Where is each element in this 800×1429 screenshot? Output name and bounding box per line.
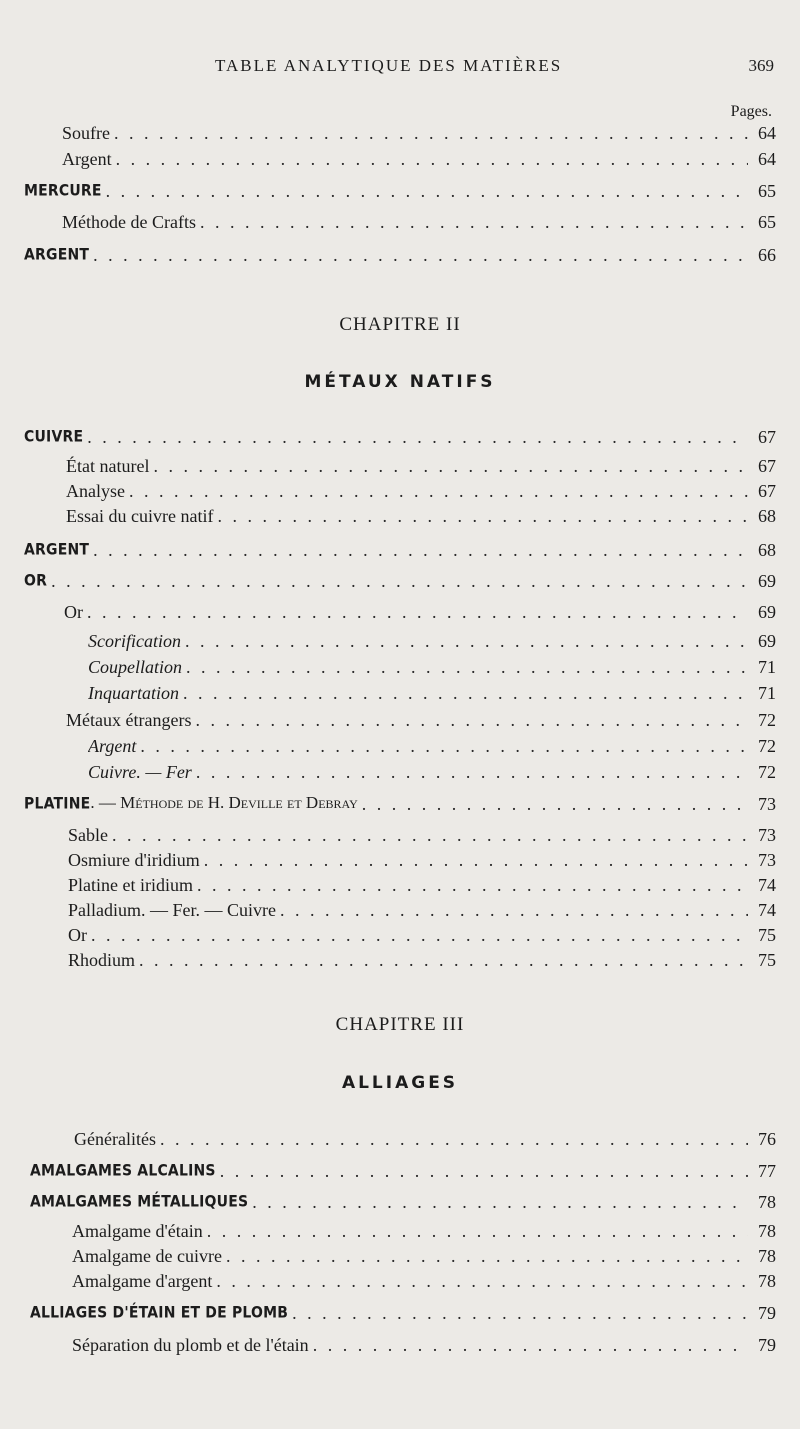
entry-label: Platine et iridium bbox=[68, 875, 193, 895]
leader-dots bbox=[186, 656, 748, 678]
entry-page: 65 bbox=[758, 212, 776, 232]
toc-entry bbox=[68, 920, 776, 946]
entry-page: 68 bbox=[758, 506, 776, 526]
toc-entry bbox=[88, 626, 776, 652]
toc-entry bbox=[68, 945, 776, 971]
entry-label bbox=[24, 791, 358, 815]
toc-entry bbox=[72, 1266, 776, 1292]
entry-page: 74 bbox=[758, 875, 776, 895]
entry-page: 72 bbox=[758, 736, 776, 756]
toc-entry-main bbox=[24, 176, 776, 202]
leader-dots bbox=[204, 849, 748, 871]
entry-label: AMALGAMES ALCALINS bbox=[30, 1161, 216, 1181]
toc-entry bbox=[74, 1124, 776, 1150]
entry-page: 78 bbox=[758, 1192, 776, 1212]
entry-label: Analyse bbox=[66, 481, 125, 501]
toc-entry-main bbox=[30, 1187, 776, 1213]
entry-page: 77 bbox=[758, 1161, 776, 1181]
entry-label: État naturel bbox=[66, 456, 150, 476]
entry-page: 79 bbox=[758, 1335, 776, 1355]
entry-label: Métaux étrangers bbox=[66, 710, 192, 730]
leader-dots bbox=[129, 480, 748, 502]
leader-dots bbox=[195, 709, 748, 731]
leader-dots bbox=[87, 601, 748, 623]
entry-page: 74 bbox=[758, 900, 776, 920]
toc-entry bbox=[72, 1330, 776, 1356]
entry-page: 73 bbox=[758, 825, 776, 845]
leader-dots bbox=[220, 1160, 748, 1182]
chapter-heading: CHAPITRE II bbox=[339, 314, 461, 335]
entry-label: Amalgame d'étain bbox=[72, 1221, 203, 1241]
entry-page: 67 bbox=[758, 481, 776, 501]
toc-entry bbox=[88, 757, 776, 783]
entry-label: OR bbox=[24, 571, 48, 591]
toc-entry bbox=[72, 1241, 776, 1267]
toc-entry bbox=[68, 895, 776, 921]
toc-entry-main bbox=[24, 240, 776, 266]
entry-label: Amalgame de cuivre bbox=[72, 1246, 222, 1266]
leader-dots bbox=[197, 874, 748, 896]
entry-label: ARGENT bbox=[24, 540, 90, 560]
entry-page: 69 bbox=[758, 631, 776, 651]
entry-label: Argent bbox=[88, 736, 137, 756]
leader-dots bbox=[114, 122, 748, 144]
toc-entry bbox=[66, 501, 776, 527]
toc-entry bbox=[66, 476, 776, 502]
entry-page: 75 bbox=[758, 950, 776, 970]
entry-page: 67 bbox=[758, 456, 776, 476]
entry-heading: PLATINE bbox=[24, 794, 91, 814]
entry-page: 71 bbox=[758, 683, 776, 703]
toc-entry-main bbox=[30, 1298, 776, 1324]
leader-dots bbox=[87, 426, 748, 448]
entry-label: Palladium. — Fer. — Cuivre bbox=[68, 900, 276, 920]
entry-page: 78 bbox=[758, 1271, 776, 1291]
entry-label: Argent bbox=[62, 149, 112, 169]
toc-entry bbox=[62, 207, 776, 233]
leader-dots bbox=[153, 455, 748, 477]
entry-page: 79 bbox=[758, 1303, 776, 1323]
entry-page: 65 bbox=[758, 181, 776, 201]
page-number: 369 bbox=[748, 56, 774, 75]
running-title: TABLE ANALYTIQUE DES MATIÈRES bbox=[215, 56, 563, 75]
toc-entry-main bbox=[24, 566, 776, 592]
entry-label: ALLIAGES D'ÉTAIN ET DE PLOMB bbox=[30, 1303, 289, 1323]
pages-column-label: Pages. bbox=[730, 103, 772, 120]
entry-label: Amalgame d'argent bbox=[72, 1271, 213, 1291]
entry-page: 71 bbox=[758, 657, 776, 677]
leader-dots bbox=[252, 1191, 748, 1213]
entry-page: 72 bbox=[758, 762, 776, 782]
toc-entry bbox=[68, 845, 776, 871]
leader-dots bbox=[51, 570, 748, 592]
entry-page: 72 bbox=[758, 710, 776, 730]
chapter-heading: CHAPITRE III bbox=[335, 1014, 465, 1035]
entry-page: 69 bbox=[758, 571, 776, 591]
entry-label: CUIVRE bbox=[24, 427, 84, 447]
toc-entry-main bbox=[24, 535, 776, 561]
toc-entry-main bbox=[24, 422, 776, 448]
toc-entry bbox=[68, 820, 776, 846]
entry-page: 67 bbox=[758, 427, 776, 447]
entry-label: Séparation du plomb et de l'étain bbox=[72, 1335, 309, 1355]
leader-dots bbox=[140, 735, 748, 757]
entry-label: Inquartation bbox=[88, 683, 180, 703]
entry-label: Osmiure d'iridium bbox=[68, 850, 200, 870]
toc-entry bbox=[68, 870, 776, 896]
toc-entry bbox=[62, 118, 776, 144]
entry-label: Sable bbox=[68, 825, 108, 845]
entry-page: 66 bbox=[758, 245, 776, 265]
chapter-title: ALLIAGES bbox=[341, 1073, 459, 1093]
entry-label: AMALGAMES MÉTALLIQUES bbox=[30, 1192, 249, 1212]
entry-label: Méthode de Crafts bbox=[62, 212, 196, 232]
entry-page: 68 bbox=[758, 540, 776, 560]
entry-label: MERCURE bbox=[24, 181, 102, 201]
entry-page: 75 bbox=[758, 925, 776, 945]
entry-page: 78 bbox=[758, 1221, 776, 1241]
leader-dots bbox=[160, 1128, 748, 1150]
toc-entry bbox=[66, 451, 776, 477]
toc-entry-main bbox=[30, 1156, 776, 1182]
entry-page: 69 bbox=[758, 602, 776, 622]
chapter-title: MÉTAUX NATIFS bbox=[304, 372, 496, 392]
entry-label: Or bbox=[68, 925, 87, 945]
toc-entry bbox=[72, 1216, 776, 1242]
entry-subtitle: . — Méthode de H. Deville et Debray bbox=[90, 793, 358, 812]
entry-page: 73 bbox=[758, 794, 776, 814]
entry-label: Coupellation bbox=[88, 657, 182, 677]
entry-label: Cuivre. — Fer bbox=[88, 762, 192, 782]
leader-dots bbox=[313, 1334, 748, 1356]
leader-dots bbox=[112, 824, 748, 846]
entry-label: ARGENT bbox=[24, 245, 90, 265]
toc-entry bbox=[88, 652, 776, 678]
leader-dots bbox=[139, 949, 748, 971]
toc-entry-main bbox=[24, 789, 776, 815]
leader-dots bbox=[362, 793, 748, 815]
leader-dots bbox=[91, 924, 748, 946]
leader-dots bbox=[292, 1302, 748, 1324]
leader-dots bbox=[116, 148, 748, 170]
toc-entry bbox=[88, 678, 776, 704]
toc-entry bbox=[66, 705, 776, 731]
toc-entry bbox=[88, 731, 776, 757]
entry-page: 73 bbox=[758, 850, 776, 870]
entry-page: 76 bbox=[758, 1129, 776, 1149]
entry-label: Or bbox=[64, 602, 83, 622]
leader-dots bbox=[93, 539, 748, 561]
leader-dots bbox=[216, 1270, 748, 1292]
leader-dots bbox=[185, 630, 748, 652]
entry-label: Scorification bbox=[88, 631, 181, 651]
leader-dots bbox=[93, 244, 748, 266]
leader-dots bbox=[200, 211, 748, 233]
entry-label: Essai du cuivre natif bbox=[66, 506, 214, 526]
toc-entry bbox=[62, 144, 776, 170]
leader-dots bbox=[226, 1245, 748, 1267]
entry-label: Soufre bbox=[62, 123, 110, 143]
running-head bbox=[0, 56, 800, 80]
leader-dots bbox=[183, 682, 748, 704]
toc-entry bbox=[64, 597, 776, 623]
leader-dots bbox=[196, 761, 748, 783]
entry-page: 64 bbox=[758, 149, 776, 169]
leader-dots bbox=[106, 180, 748, 202]
entry-page: 78 bbox=[758, 1246, 776, 1266]
leader-dots bbox=[217, 505, 748, 527]
entry-label: Rhodium bbox=[68, 950, 136, 970]
leader-dots bbox=[280, 899, 748, 921]
entry-label: Généralités bbox=[74, 1129, 156, 1149]
entry-page: 64 bbox=[758, 123, 776, 143]
leader-dots bbox=[207, 1220, 748, 1242]
